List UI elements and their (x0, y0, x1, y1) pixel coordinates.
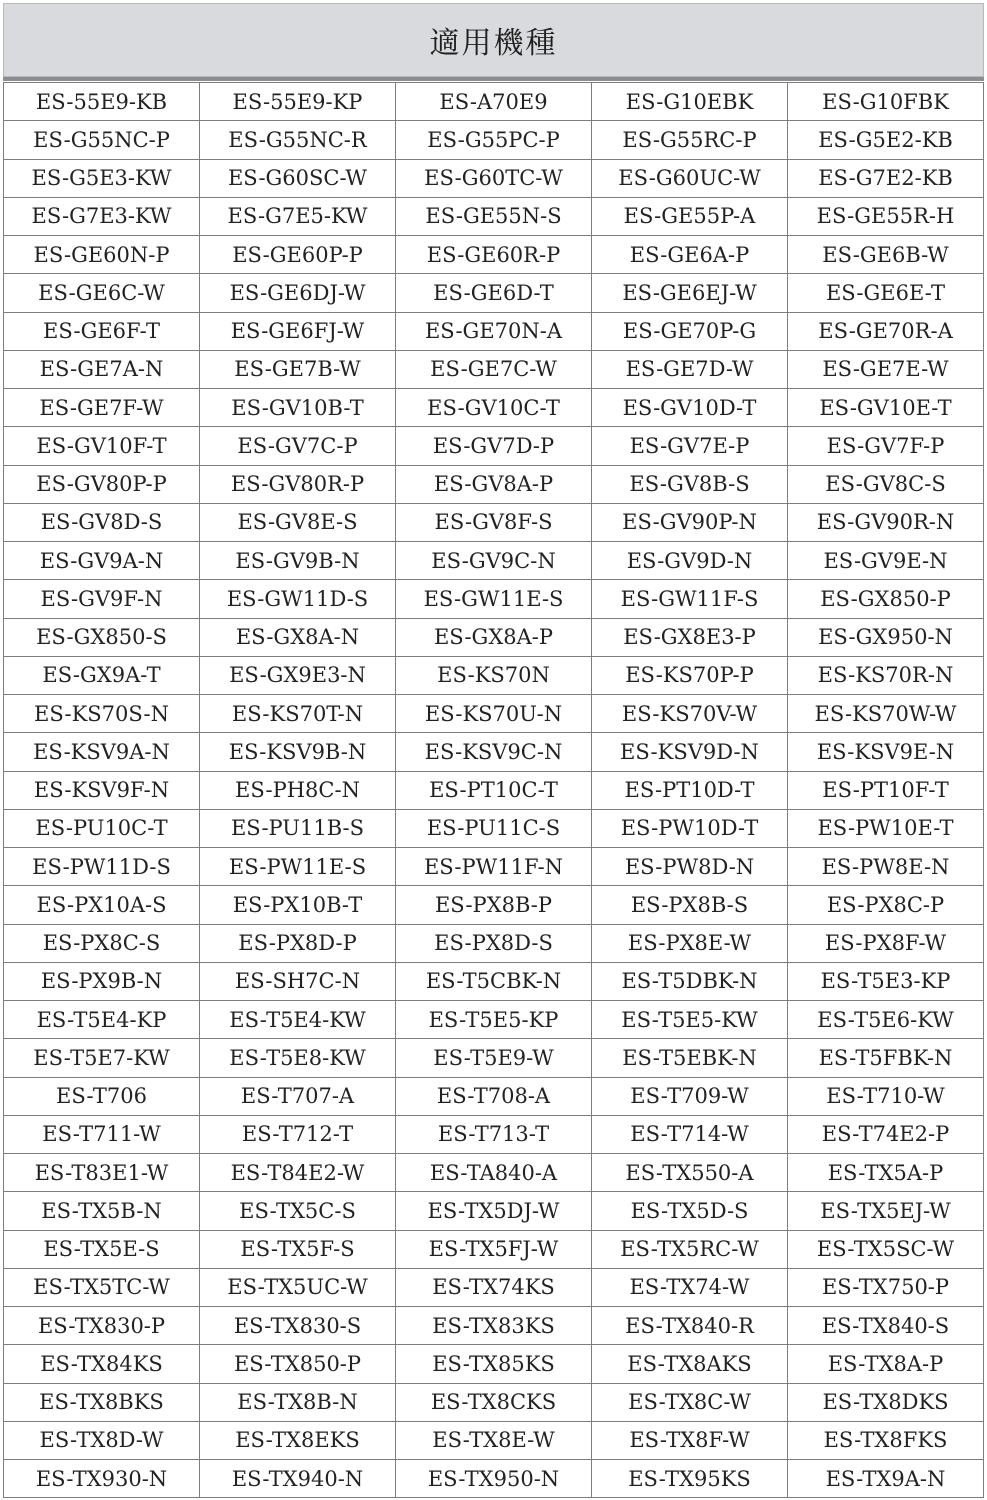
model-cell: ES-T708-A (396, 1078, 592, 1116)
model-cell: ES-TX830-P (4, 1307, 200, 1345)
model-cell: ES-TX930-N (4, 1460, 200, 1498)
model-cell: ES-G60TC-W (396, 160, 592, 198)
model-cell: ES-GE70N-A (396, 313, 592, 351)
model-cell: ES-TX8CKS (396, 1384, 592, 1422)
model-cell: ES-GV90R-N (788, 504, 984, 542)
model-cell: ES-PW11D-S (4, 848, 200, 886)
model-cell: ES-KS70V-W (592, 695, 788, 733)
model-cell: ES-GV10F-T (4, 427, 200, 465)
model-cell: ES-G60SC-W (200, 160, 396, 198)
model-cell: ES-G5E3-KW (4, 160, 200, 198)
model-cell: ES-KSV9F-N (4, 772, 200, 810)
model-cell: ES-GE6EJ-W (592, 274, 788, 312)
model-cell: ES-PX8C-S (4, 925, 200, 963)
model-cell: ES-T5E8-KW (200, 1039, 396, 1077)
model-cell: ES-GV8F-S (396, 504, 592, 542)
model-cell: ES-TX8F-W (592, 1422, 788, 1460)
model-cell: ES-TX850-P (200, 1345, 396, 1383)
model-cell: ES-PH8C-N (200, 772, 396, 810)
model-cell: ES-TX85KS (396, 1345, 592, 1383)
model-cell: ES-T5E4-KP (4, 1001, 200, 1039)
model-cell: ES-T709-W (592, 1078, 788, 1116)
model-cell: ES-GV90P-N (592, 504, 788, 542)
model-cell: ES-GW11E-S (396, 580, 592, 618)
model-cell: ES-KS70P-P (592, 657, 788, 695)
model-cell: ES-T5E3-KP (788, 963, 984, 1001)
model-cell: ES-T712-T (200, 1116, 396, 1154)
model-cell: ES-KS70U-N (396, 695, 592, 733)
model-cell: ES-GE60R-P (396, 236, 592, 274)
model-cell: ES-GE70R-A (788, 313, 984, 351)
model-cell: ES-GV80R-P (200, 466, 396, 504)
model-cell: ES-PX8C-P (788, 886, 984, 924)
model-cell: ES-T5E6-KW (788, 1001, 984, 1039)
model-cell: ES-T5E5-KP (396, 1001, 592, 1039)
model-cell: ES-A70E9 (396, 83, 592, 121)
model-cell: ES-GV7C-P (200, 427, 396, 465)
model-cell: ES-GE60P-P (200, 236, 396, 274)
models-table (3, 82, 984, 1498)
model-cell: ES-TX8BKS (4, 1384, 200, 1422)
model-cell: ES-PU10C-T (4, 810, 200, 848)
model-cell: ES-G10EBK (592, 83, 788, 121)
model-cell: ES-G5E2-KB (788, 121, 984, 159)
model-cell: ES-TX5EJ-W (788, 1192, 984, 1230)
model-cell: ES-GE7D-W (592, 351, 788, 389)
model-cell: ES-T707-A (200, 1078, 396, 1116)
model-cell: ES-GE7B-W (200, 351, 396, 389)
model-cell: ES-G55RC-P (592, 121, 788, 159)
model-cell: ES-TX8B-N (200, 1384, 396, 1422)
model-cell: ES-GV10B-T (200, 389, 396, 427)
model-cell: ES-T713-T (396, 1116, 592, 1154)
model-cell: ES-PT10D-T (592, 772, 788, 810)
model-cell: ES-GX8A-P (396, 619, 592, 657)
model-cell: ES-PU11C-S (396, 810, 592, 848)
model-cell: ES-TX74KS (396, 1269, 592, 1307)
model-cell: ES-TX8EKS (200, 1422, 396, 1460)
model-cell: ES-TX8FKS (788, 1422, 984, 1460)
model-cell: ES-GX8A-N (200, 619, 396, 657)
model-cell: ES-GV9D-N (592, 542, 788, 580)
model-cell: ES-GW11F-S (592, 580, 788, 618)
model-cell: ES-GE6E-T (788, 274, 984, 312)
model-cell: ES-TX5FJ-W (396, 1231, 592, 1269)
model-cell: ES-GV9A-N (4, 542, 200, 580)
model-cell: ES-T711-W (4, 1116, 200, 1154)
model-cell: ES-TX83KS (396, 1307, 592, 1345)
model-cell: ES-GV10E-T (788, 389, 984, 427)
model-cell: ES-KS70W-W (788, 695, 984, 733)
model-cell: ES-GV10C-T (396, 389, 592, 427)
model-cell: ES-KSV9E-N (788, 733, 984, 771)
model-cell: ES-GX850-S (4, 619, 200, 657)
model-cell: ES-TX830-S (200, 1307, 396, 1345)
model-cell: ES-GV8D-S (4, 504, 200, 542)
model-cell: ES-GV7D-P (396, 427, 592, 465)
model-cell: ES-TX5B-N (4, 1192, 200, 1230)
model-cell: ES-KSV9D-N (592, 733, 788, 771)
model-cell: ES-PX8D-P (200, 925, 396, 963)
model-cell: ES-T84E2-W (200, 1154, 396, 1192)
model-cell: ES-GV80P-P (4, 466, 200, 504)
model-cell: ES-GV8C-S (788, 466, 984, 504)
model-cell: ES-TX84KS (4, 1345, 200, 1383)
model-cell: ES-TX840-S (788, 1307, 984, 1345)
model-cell: ES-GV10D-T (592, 389, 788, 427)
model-cell: ES-TX5RC-W (592, 1231, 788, 1269)
model-cell: ES-GX9A-T (4, 657, 200, 695)
model-cell: ES-KS70N (396, 657, 592, 695)
model-cell: ES-GE7C-W (396, 351, 592, 389)
model-cell: ES-PW8D-N (592, 848, 788, 886)
model-cell: ES-TX8A-P (788, 1345, 984, 1383)
model-cell: ES-KSV9C-N (396, 733, 592, 771)
model-cell: ES-GE6FJ-W (200, 313, 396, 351)
model-cell: ES-GE6B-W (788, 236, 984, 274)
model-cell: ES-GX950-N (788, 619, 984, 657)
model-cell: ES-TX8C-W (592, 1384, 788, 1422)
title-divider (3, 77, 984, 81)
model-cell: ES-GX8E3-P (592, 619, 788, 657)
model-cell: ES-G7E5-KW (200, 198, 396, 236)
model-cell: ES-GE6F-T (4, 313, 200, 351)
model-cell: ES-G55NC-R (200, 121, 396, 159)
model-cell: ES-PX9B-N (4, 963, 200, 1001)
model-cell: ES-T706 (4, 1078, 200, 1116)
model-cell: ES-TX5D-S (592, 1192, 788, 1230)
model-cell: ES-G55NC-P (4, 121, 200, 159)
model-cell: ES-PX10A-S (4, 886, 200, 924)
model-cell: ES-TX95KS (592, 1460, 788, 1498)
model-cell: ES-GE6D-T (396, 274, 592, 312)
model-cell: ES-G60UC-W (592, 160, 788, 198)
model-cell: ES-TX5SC-W (788, 1231, 984, 1269)
model-cell: ES-PX10B-T (200, 886, 396, 924)
model-cell: ES-GV7E-P (592, 427, 788, 465)
model-cell: ES-GV9C-N (396, 542, 592, 580)
model-cell: ES-GV8B-S (592, 466, 788, 504)
model-cell: ES-PW11E-S (200, 848, 396, 886)
model-cell: ES-TX5F-S (200, 1231, 396, 1269)
model-cell: ES-PX8D-S (396, 925, 592, 963)
model-cell: ES-GV9E-N (788, 542, 984, 580)
model-cell: ES-GV9B-N (200, 542, 396, 580)
model-cell: ES-PT10C-T (396, 772, 592, 810)
model-cell: ES-PX8B-P (396, 886, 592, 924)
model-cell: ES-GE7F-W (4, 389, 200, 427)
model-cell: ES-GE7E-W (788, 351, 984, 389)
model-cell: ES-GV7F-P (788, 427, 984, 465)
model-cell: ES-G7E3-KW (4, 198, 200, 236)
model-cell: ES-GV9F-N (4, 580, 200, 618)
model-cell: ES-G7E2-KB (788, 160, 984, 198)
model-cell: ES-TX8E-W (396, 1422, 592, 1460)
model-cell: ES-55E9-KP (200, 83, 396, 121)
model-cell: ES-TX750-P (788, 1269, 984, 1307)
model-cell: ES-T5E4-KW (200, 1001, 396, 1039)
model-cell: ES-TX5TC-W (4, 1269, 200, 1307)
model-cell: ES-TA840-A (396, 1154, 592, 1192)
model-cell: ES-TX5E-S (4, 1231, 200, 1269)
model-cell: ES-PT10F-T (788, 772, 984, 810)
model-cell: ES-GE70P-G (592, 313, 788, 351)
model-cell: ES-KS70T-N (200, 695, 396, 733)
model-cell: ES-PX8F-W (788, 925, 984, 963)
model-cell: ES-PX8E-W (592, 925, 788, 963)
model-cell: ES-GE6DJ-W (200, 274, 396, 312)
model-cell: ES-GV8E-S (200, 504, 396, 542)
model-cell: ES-G10FBK (788, 83, 984, 121)
model-cell: ES-KS70R-N (788, 657, 984, 695)
model-cell: ES-G55PC-P (396, 121, 592, 159)
model-cell: ES-PX8B-S (592, 886, 788, 924)
model-cell: ES-PW11F-N (396, 848, 592, 886)
model-cell: ES-GE7A-N (4, 351, 200, 389)
model-cell: ES-TX74-W (592, 1269, 788, 1307)
model-cell: ES-T710-W (788, 1078, 984, 1116)
model-cell: ES-KS70S-N (4, 695, 200, 733)
model-cell: ES-GE55P-A (592, 198, 788, 236)
model-cell: ES-GE60N-P (4, 236, 200, 274)
model-cell: ES-T83E1-W (4, 1154, 200, 1192)
model-cell: ES-TX950-N (396, 1460, 592, 1498)
model-cell: ES-TX9A-N (788, 1460, 984, 1498)
model-cell: ES-KSV9B-N (200, 733, 396, 771)
model-cell: ES-PW10E-T (788, 810, 984, 848)
model-cell: ES-GE6C-W (4, 274, 200, 312)
model-cell: ES-GE55N-S (396, 198, 592, 236)
model-cell: ES-TX5C-S (200, 1192, 396, 1230)
model-cell: ES-TX8AKS (592, 1345, 788, 1383)
model-cell: ES-T5CBK-N (396, 963, 592, 1001)
model-cell: ES-T714-W (592, 1116, 788, 1154)
model-cell: ES-55E9-KB (4, 83, 200, 121)
model-cell: ES-T5DBK-N (592, 963, 788, 1001)
model-cell: ES-GE55R-H (788, 198, 984, 236)
model-cell: ES-T5E9-W (396, 1039, 592, 1077)
model-cell: ES-PW10D-T (592, 810, 788, 848)
model-cell: ES-GX9E3-N (200, 657, 396, 695)
model-cell: ES-TX840-R (592, 1307, 788, 1345)
model-cell: ES-T5E7-KW (4, 1039, 200, 1077)
model-cell: ES-PW8E-N (788, 848, 984, 886)
model-cell: ES-T5EBK-N (592, 1039, 788, 1077)
model-cell: ES-T5FBK-N (788, 1039, 984, 1077)
model-cell: ES-T74E2-P (788, 1116, 984, 1154)
model-cell: ES-SH7C-N (200, 963, 396, 1001)
model-cell: ES-GE6A-P (592, 236, 788, 274)
model-cell: ES-TX940-N (200, 1460, 396, 1498)
model-cell: ES-TX5A-P (788, 1154, 984, 1192)
model-cell: ES-PU11B-S (200, 810, 396, 848)
model-cell: ES-TX550-A (592, 1154, 788, 1192)
page-title: 適用機種 (429, 26, 558, 61)
model-cell: ES-GW11D-S (200, 580, 396, 618)
model-cell: ES-GV8A-P (396, 466, 592, 504)
model-cell: ES-GX850-P (788, 580, 984, 618)
model-cell: ES-KSV9A-N (4, 733, 200, 771)
model-cell: ES-TX5DJ-W (396, 1192, 592, 1230)
model-cell: ES-TX5UC-W (200, 1269, 396, 1307)
title-bar (3, 3, 984, 77)
model-cell: ES-TX8D-W (4, 1422, 200, 1460)
model-cell: ES-TX8DKS (788, 1384, 984, 1422)
model-cell: ES-T5E5-KW (592, 1001, 788, 1039)
